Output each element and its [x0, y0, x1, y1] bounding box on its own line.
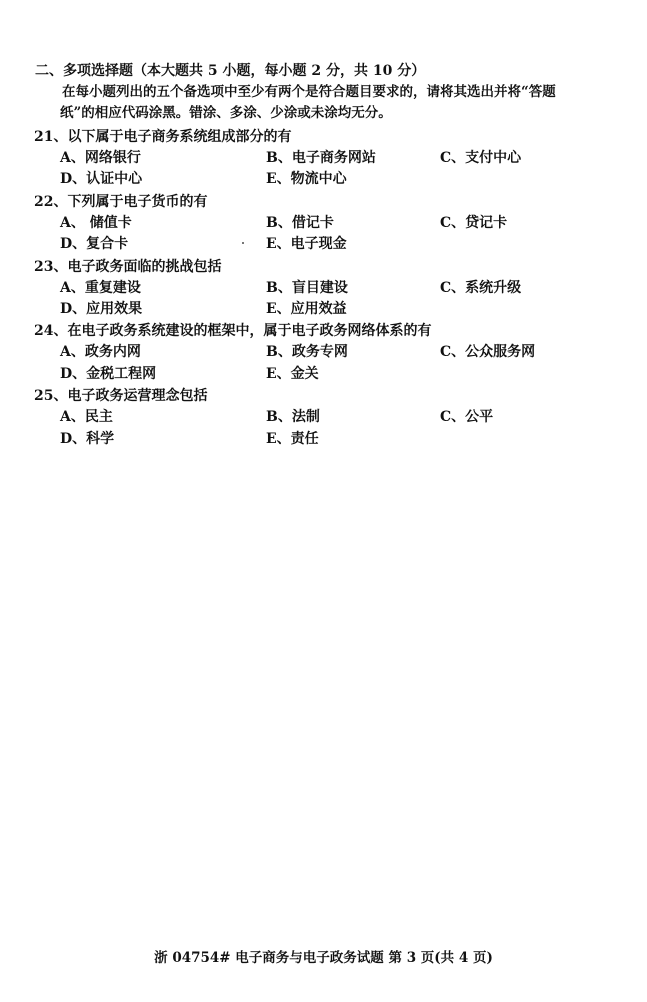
question-1: [34, 126, 624, 191]
answer-option: E、应用效益: [266, 300, 347, 317]
section-instructions: [62, 82, 622, 124]
answer-option: B、盲目建设: [266, 279, 348, 296]
answer-option: E、物流中心: [266, 171, 347, 188]
option-row: [34, 429, 624, 450]
option-row: [34, 364, 624, 385]
question-stem: 22、下列属于电子货币的有: [34, 193, 208, 210]
option-row: [34, 278, 624, 299]
answer-option: A、政务内网: [60, 344, 141, 361]
answer-option: D、应用效果: [60, 300, 143, 317]
question-5: [34, 385, 624, 450]
answer-option: A、 储值卡: [60, 214, 132, 231]
answer-option: C、贷记卡: [440, 214, 508, 231]
answer-option: E、责任: [266, 430, 319, 447]
question-2: [34, 191, 624, 256]
scan-speck: [242, 242, 244, 244]
answer-option: D、认证中心: [60, 171, 143, 188]
answer-option: E、金关: [266, 365, 319, 382]
page-footer: 浙 04754# 电子商务与电子政务试题 第 3 页(共 4 页): [154, 950, 493, 966]
answer-option: D、复合卡: [60, 236, 129, 253]
answer-option: D、科学: [60, 430, 115, 447]
question-3: [34, 256, 624, 321]
option-row: [34, 169, 624, 190]
instruction-line-2: 纸”的相应代码涂黑。错涂、多涂、少涂或未涂均无分。: [60, 105, 392, 121]
answer-option: B、政务专网: [266, 344, 348, 361]
option-row: [34, 148, 624, 169]
answer-option: C、系统升级: [440, 279, 522, 296]
question-stem: 23、电子政务面临的挑战包括: [34, 258, 222, 275]
answer-option: D、金税工程网: [60, 365, 157, 382]
question-stem: 24、在电子政务系统建设的框架中，属于电子政务网络体系的有: [34, 323, 432, 340]
answer-option: C、公平: [440, 409, 494, 426]
question-4: [34, 320, 624, 385]
answer-option: A、民主: [60, 409, 113, 426]
option-row: [34, 299, 624, 320]
option-row: [34, 234, 624, 255]
section-title: 二、多项选择题（本大题共 5 小题，每小题 2 分，共 10 分）: [35, 63, 426, 79]
answer-option: B、法制: [266, 409, 320, 426]
question-stem: 25、电子政务运营理念包括: [34, 388, 208, 405]
question-stem: 21、以下属于电子商务系统组成部分的有: [34, 129, 292, 145]
instruction-line-1: 在每小题列出的五个备选项中至少有两个是符合题目要求的，请将其选出并将“答题: [62, 84, 556, 100]
answer-option: A、网络银行: [60, 150, 141, 166]
option-row: [34, 407, 624, 428]
question-list: [34, 126, 624, 450]
option-row: [34, 213, 624, 234]
answer-option: B、借记卡: [266, 214, 334, 231]
option-row: [34, 342, 624, 363]
answer-option: C、支付中心: [440, 150, 522, 166]
answer-option: B、电子商务网站: [266, 150, 376, 166]
answer-option: C、公众服务网: [440, 344, 536, 361]
answer-option: E、电子现金: [266, 236, 347, 253]
answer-option: A、重复建设: [60, 279, 141, 296]
